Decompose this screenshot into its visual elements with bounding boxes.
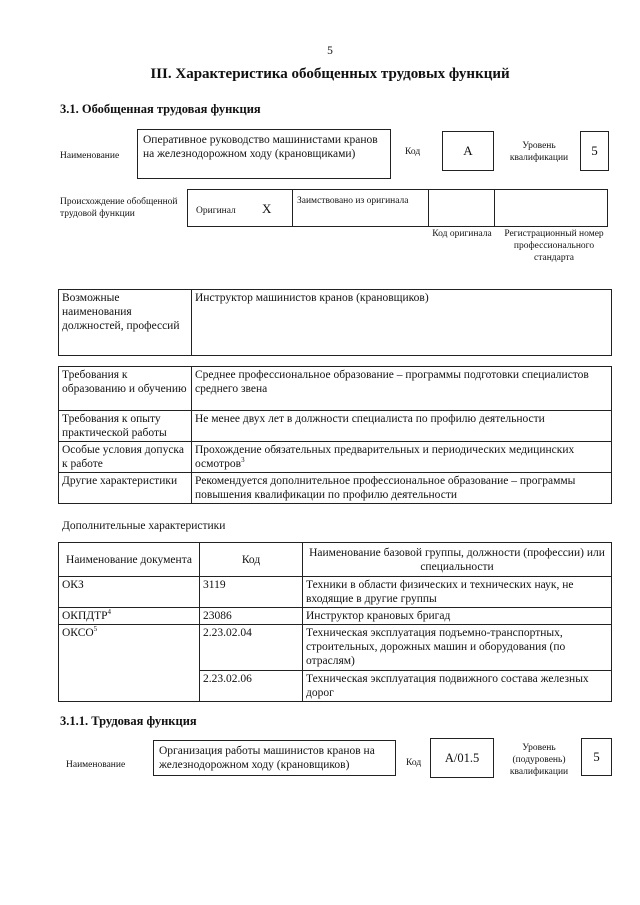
otf-name-field: Оперативное руководство машинистами кранов на железнодорожном ходу (крановщиками) (137, 129, 391, 179)
tf-heading: 3.1.1. Трудовая функция (60, 714, 197, 728)
otf-name-label: Наименование (60, 151, 120, 161)
header-code: Код (200, 543, 303, 577)
otf-origin-label: Происхождение обобщенной трудовой функции (60, 197, 178, 219)
origin-original-label: Оригинал (196, 206, 236, 216)
header-group: Наименование базовой группы, должности (профессии) или специальности (303, 543, 612, 577)
row-name: Техническая эксплуатация подвижного состава железных дорог (303, 671, 612, 702)
additional-table (58, 542, 612, 702)
row-name: Техники в области физических и технических наук, не входящие в другие группы (303, 577, 612, 608)
req-education-label: Требования к образованию и обучению (59, 367, 192, 411)
req-experience-label: Требования к опыту практической работы (59, 411, 192, 442)
footnote-5: 5 (93, 625, 98, 634)
row-code: 23086 (200, 608, 303, 625)
req-admission-label: Особые условия допуска к работе (59, 442, 192, 473)
req-other-label: Другие характеристики (59, 473, 192, 504)
tf-code-value: A/01.5 (430, 738, 494, 778)
section-title: III. Характеристика обобщенных трудовых функций (150, 66, 510, 82)
footnote-4: 4 (107, 608, 112, 617)
origin-borrowed-label: Заимствовано из оригинала (297, 196, 409, 206)
header-document: Наименование документа (59, 543, 200, 577)
row-doc: ОКПДТР$^4$ (59, 608, 200, 625)
orig-code-caption: Код оригинала (432, 229, 492, 239)
row-code: 2.23.02.06 (200, 671, 303, 702)
footnote-3: 3 (241, 456, 245, 465)
req-other-value: Рекомендуется дополнительное профессиональное образование – программы повышения квалификации по профилю деятельности (192, 473, 612, 504)
positions-table (58, 289, 612, 356)
req-admission-cell (192, 442, 612, 473)
positions-label: Возможные наименования должностей, профессий (59, 290, 192, 356)
tf-name-label: Наименование (66, 760, 126, 770)
row-code: 3119 (200, 577, 303, 608)
origin-original-mark: X (262, 201, 272, 216)
row-doc: ОКСО$^5$ (59, 625, 200, 702)
requirements-table (58, 366, 612, 504)
otf-code-value: A (442, 131, 494, 171)
row-code: 2.23.02.04 (200, 625, 303, 671)
row-name: Техническая эксплуатация подъемно-транспортных, строительных, дорожных машин и оборудования (по отраслям) (303, 625, 612, 671)
page-number: 5 (327, 45, 333, 57)
positions-value: Инструктор машинистов кранов (крановщиков) (192, 290, 612, 356)
row-doc: ОКЗ (59, 577, 200, 608)
tf-level-value: 5 (581, 738, 612, 776)
tf-name-field: Организация работы машинистов кранов на железнодорожном ходу (крановщиков) (153, 740, 396, 776)
req-admission-value: Прохождение обязательных предварительных и периодических медицинских осмотров (195, 444, 575, 470)
reg-number-caption: Регистрационный номер профессионального стандарта (504, 229, 604, 263)
tf-code-label: Код (406, 758, 422, 768)
otf-code-label: Код (405, 147, 421, 157)
otf-heading: 3.1. Обобщенная трудовая функция (60, 102, 261, 116)
row-name: Инструктор крановых бригад (303, 608, 612, 625)
req-experience-value: Не менее двух лет в должности специалиста по профилю деятельности (192, 411, 612, 442)
otf-level-label: Уровень квалификации (509, 141, 569, 163)
otf-level-value: 5 (580, 131, 609, 171)
req-education-value: Среднее профессиональное образование – программы подготовки специалистов среднего звена (192, 367, 612, 411)
additional-title: Дополнительные характеристики (62, 520, 226, 532)
tf-level-label: Уровень (подуровень) квалификации (509, 743, 569, 777)
